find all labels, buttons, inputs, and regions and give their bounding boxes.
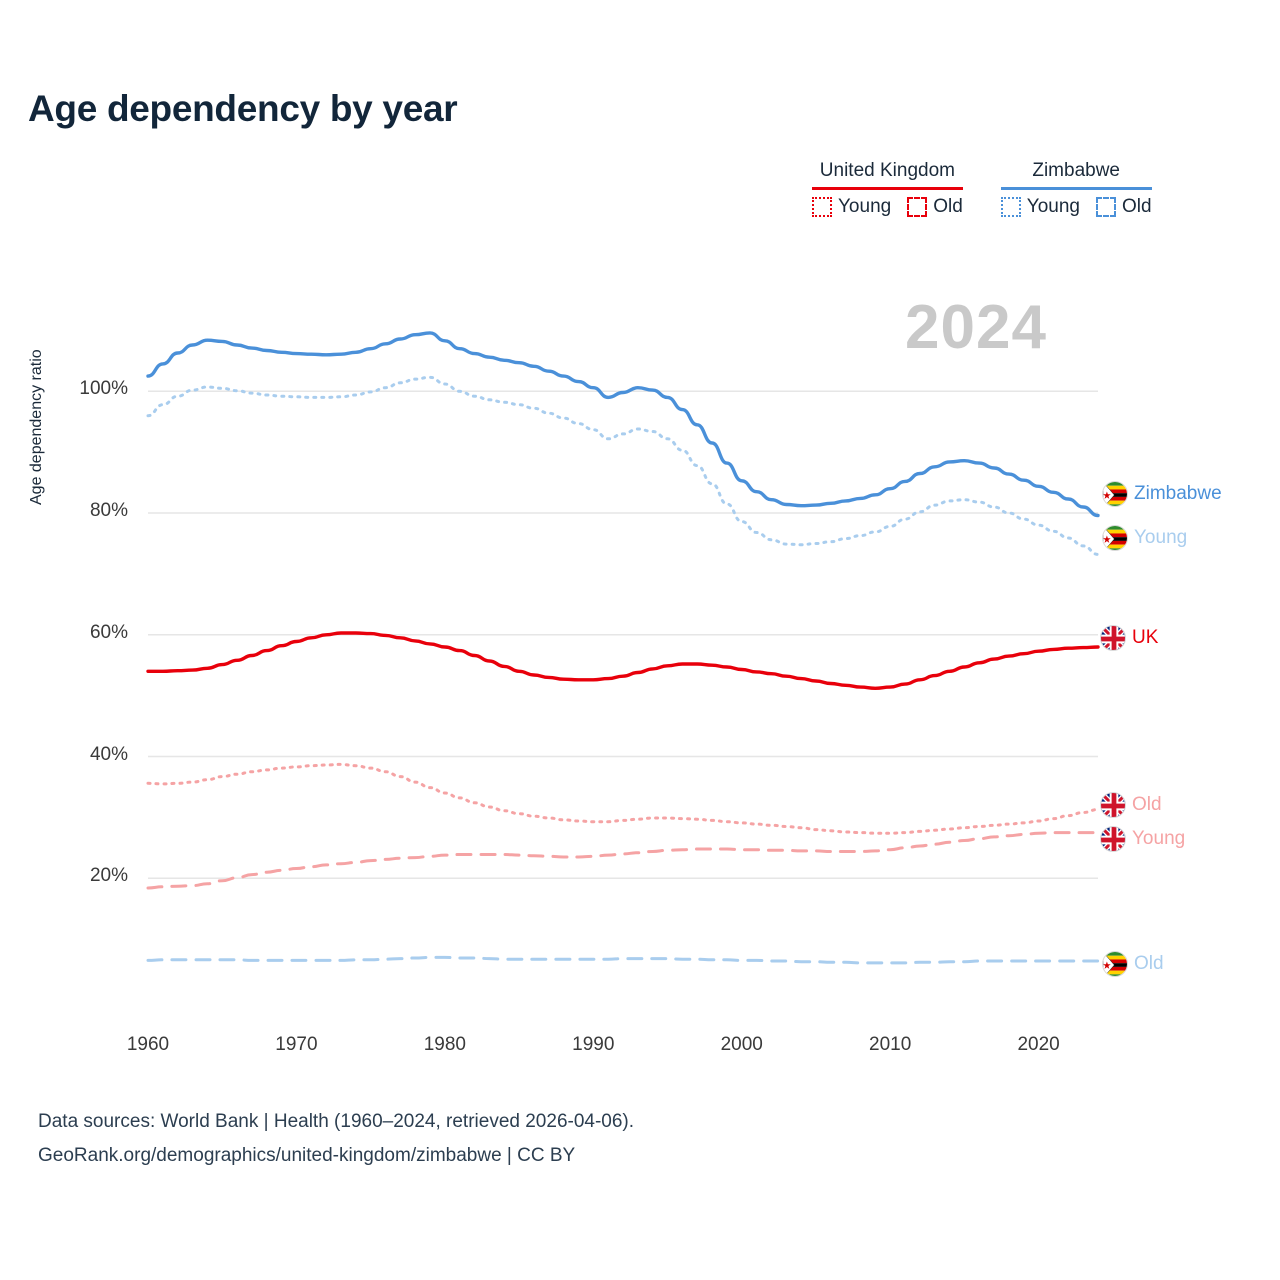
x-axis-tick-label: 1960	[126, 1034, 170, 1055]
series-line-zimbabwe-old	[148, 957, 1098, 963]
footer-line-2: GeoRank.org/demographics/united-kingdom/zimbabwe | CC BY	[38, 1145, 576, 1166]
end-label	[1102, 951, 1164, 977]
page-title: Age dependency by year	[28, 88, 458, 129]
footer-line-1: Data sources: World Bank | Health (1960–2024, retrieved 2026-04-06).	[38, 1111, 635, 1132]
series-line-zimbabwe-young	[148, 377, 1098, 554]
uk-flag-icon	[1100, 826, 1126, 852]
x-axis-tick-label: 1970	[275, 1034, 318, 1055]
y-axis-tick-label: 20%	[89, 865, 128, 887]
end-label-text: Young	[1134, 527, 1188, 548]
footer	[38, 1105, 634, 1173]
end-label	[1102, 525, 1187, 551]
zimbabwe-flag-icon	[1102, 525, 1128, 551]
end-label-text: Old	[1134, 953, 1164, 974]
y-axis-tick-label: 80%	[89, 500, 128, 522]
y-axis-title: Age dependency ratio	[28, 349, 45, 505]
legend-label-zimbabwe-young: Young	[1026, 196, 1080, 217]
end-label	[1100, 792, 1162, 818]
end-label	[1102, 481, 1222, 507]
uk-flag-icon	[1100, 792, 1126, 818]
end-label	[1100, 625, 1158, 651]
year-watermark: 2024	[905, 293, 1047, 362]
zimbabwe-flag-icon	[1102, 951, 1128, 977]
end-label-text: Zimbabwe	[1134, 483, 1222, 504]
legend-label-uk-young: Young	[838, 196, 892, 217]
end-label-text: UK	[1132, 627, 1159, 648]
x-axis-tick-label: 2010	[869, 1034, 912, 1055]
series-line-united-kingdom-total	[148, 633, 1098, 688]
legend-label-zimbabwe-old: Old	[1121, 196, 1152, 217]
legend-label-uk-old: Old	[933, 196, 963, 217]
x-axis-tick-label: 2020	[1017, 1034, 1060, 1055]
end-label-text: Young	[1132, 828, 1186, 849]
end-label	[1100, 826, 1185, 852]
y-axis-tick-label: 60%	[89, 621, 128, 643]
series-line-united-kingdom-old	[148, 833, 1098, 888]
x-axis-tick-label: 1990	[572, 1034, 615, 1055]
uk-flag-icon	[1100, 625, 1126, 651]
series-line-united-kingdom-young	[148, 764, 1098, 833]
legend-group-title-uk: United Kingdom	[812, 160, 963, 190]
series-line-zimbabwe-total	[148, 333, 1098, 516]
y-axis-tick-label: 100%	[79, 378, 128, 400]
end-label-text: Old	[1132, 794, 1162, 815]
legend-group-title-zimbabwe: Zimbabwe	[1001, 160, 1152, 190]
zimbabwe-flag-icon	[1102, 481, 1128, 507]
y-axis-tick-label: 40%	[89, 743, 128, 765]
x-axis-tick-label: 2000	[720, 1034, 763, 1055]
x-axis-tick-label: 1980	[423, 1034, 467, 1055]
